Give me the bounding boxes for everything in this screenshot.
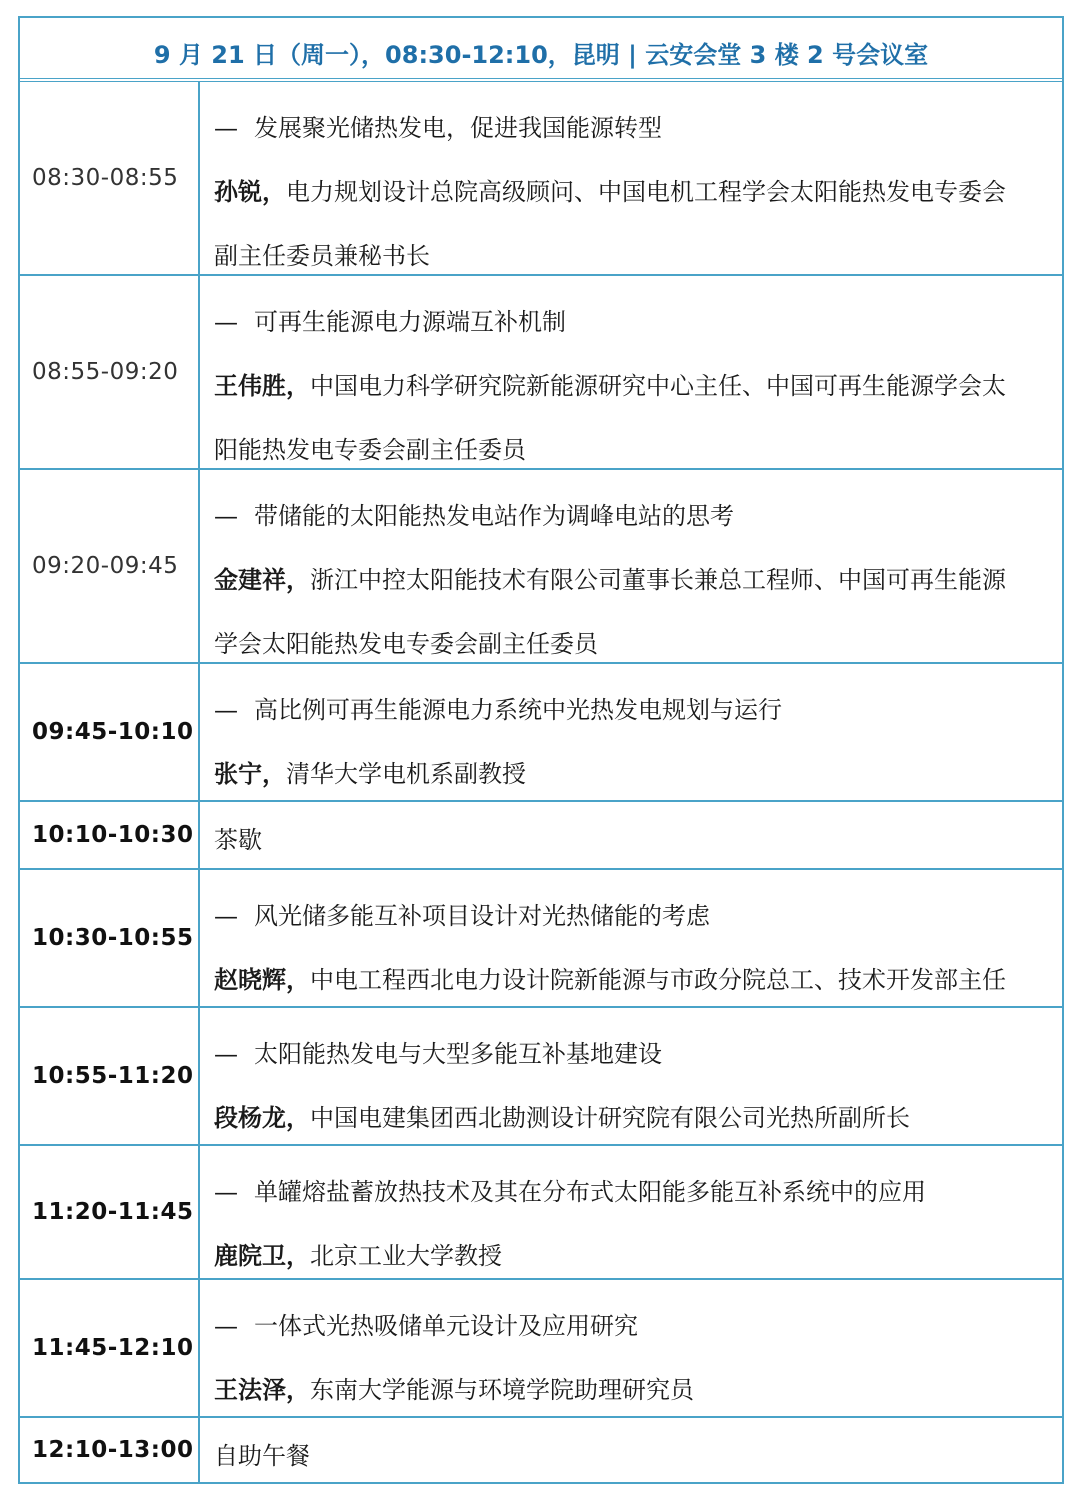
dash-glyph: —: [214, 1178, 238, 1206]
speaker-name: 段杨龙，: [214, 1103, 310, 1132]
table-row: [20, 1418, 1062, 1482]
break-label: 茶歇: [214, 826, 262, 854]
lunch-label: 自助午餐: [214, 1442, 310, 1470]
speaker-role: 电力规划设计总院高级顾问、中国电机工程学会太阳能热发电专委会: [286, 178, 1006, 206]
speaker-name: 孙锐，: [214, 177, 286, 206]
session-time: 10:10-10:30: [20, 802, 200, 868]
session-content: [200, 870, 1062, 1006]
dash-glyph: —: [214, 696, 238, 724]
session-topic: — 太阳能热发电与大型多能互补基地建设: [214, 1022, 1052, 1086]
table-row: [20, 802, 1062, 870]
speaker-role: 中国电建集团西北勘测设计研究院有限公司光热所副所长: [310, 1104, 910, 1132]
agenda-header: 9 月 21 日（周一），08:30-12:10，昆明 | 云安会堂 3 楼 2 号会议室: [20, 18, 1062, 82]
session-time: 12:10-13:00: [20, 1418, 200, 1482]
session-content: [200, 802, 1062, 868]
session-content: [200, 1146, 1062, 1278]
table-row: [20, 82, 1062, 276]
session-topic: — 可再生能源电力源端互补机制: [214, 290, 1052, 354]
agenda-table: [18, 16, 1064, 1484]
speaker-role-cont: 阳能热发电专委会副主任委员: [214, 436, 526, 464]
session-time: 08:30-08:55: [20, 82, 200, 274]
session-time: 08:55-09:20: [20, 276, 200, 468]
dash-glyph: —: [214, 114, 238, 142]
session-time: 10:30-10:55: [20, 870, 200, 1006]
table-row: [20, 1146, 1062, 1280]
session-time: 10:55-11:20: [20, 1008, 200, 1144]
dash-glyph: —: [214, 902, 238, 930]
dash-glyph: —: [214, 1040, 238, 1068]
session-content: [200, 1280, 1062, 1416]
speaker-name: 王法泽，: [214, 1375, 310, 1404]
session-time: 09:45-10:10: [20, 664, 200, 800]
session-time: 11:20-11:45: [20, 1146, 200, 1278]
session-content: [200, 1418, 1062, 1482]
dash-glyph: —: [214, 308, 238, 336]
session-content: [200, 470, 1062, 662]
session-content: [200, 276, 1062, 468]
table-row: [20, 1280, 1062, 1418]
session-topic: — 高比例可再生能源电力系统中光热发电规划与运行: [214, 678, 1052, 742]
dash-glyph: —: [214, 502, 238, 530]
table-row: [20, 470, 1062, 664]
speaker-role-cont: 副主任委员兼秘书长: [214, 242, 430, 270]
speaker-name: 张宁，: [214, 759, 286, 788]
session-topic: — 发展聚光储热发电，促进我国能源转型: [214, 96, 1052, 160]
table-row: [20, 664, 1062, 802]
speaker-name: 鹿院卫，: [214, 1241, 310, 1270]
speaker-role: 北京工业大学教授: [310, 1242, 502, 1270]
session-content: [200, 1008, 1062, 1144]
table-row: [20, 276, 1062, 470]
speaker-name: 金建祥，: [214, 565, 310, 594]
speaker-name: 王伟胜，: [214, 371, 310, 400]
speaker-name: 赵晓辉，: [214, 965, 310, 994]
speaker-role: 东南大学能源与环境学院助理研究员: [310, 1376, 694, 1404]
session-time: 09:20-09:45: [20, 470, 200, 662]
dash-glyph: —: [214, 1312, 238, 1340]
session-topic: — 风光储多能互补项目设计对光热储能的考虑: [214, 884, 1052, 948]
table-row: [20, 870, 1062, 1008]
session-topic: — 一体式光热吸储单元设计及应用研究: [214, 1294, 1052, 1358]
table-row: [20, 1008, 1062, 1146]
session-content: [200, 82, 1062, 274]
session-content: [200, 664, 1062, 800]
speaker-role: 中国电力科学研究院新能源研究中心主任、中国可再生能源学会太: [310, 372, 1006, 400]
session-time: 11:45-12:10: [20, 1280, 200, 1416]
speaker-role: 浙江中控太阳能技术有限公司董事长兼总工程师、中国可再生能源: [310, 566, 1006, 594]
speaker-role-cont: 学会太阳能热发电专委会副主任委员: [214, 630, 598, 658]
session-topic: — 带储能的太阳能热发电站作为调峰电站的思考: [214, 484, 1052, 548]
session-topic: — 单罐熔盐蓄放热技术及其在分布式太阳能多能互补系统中的应用: [214, 1160, 1052, 1224]
speaker-role: 清华大学电机系副教授: [286, 760, 526, 788]
speaker-role: 中电工程西北电力设计院新能源与市政分院总工、技术开发部主任: [310, 966, 1006, 994]
